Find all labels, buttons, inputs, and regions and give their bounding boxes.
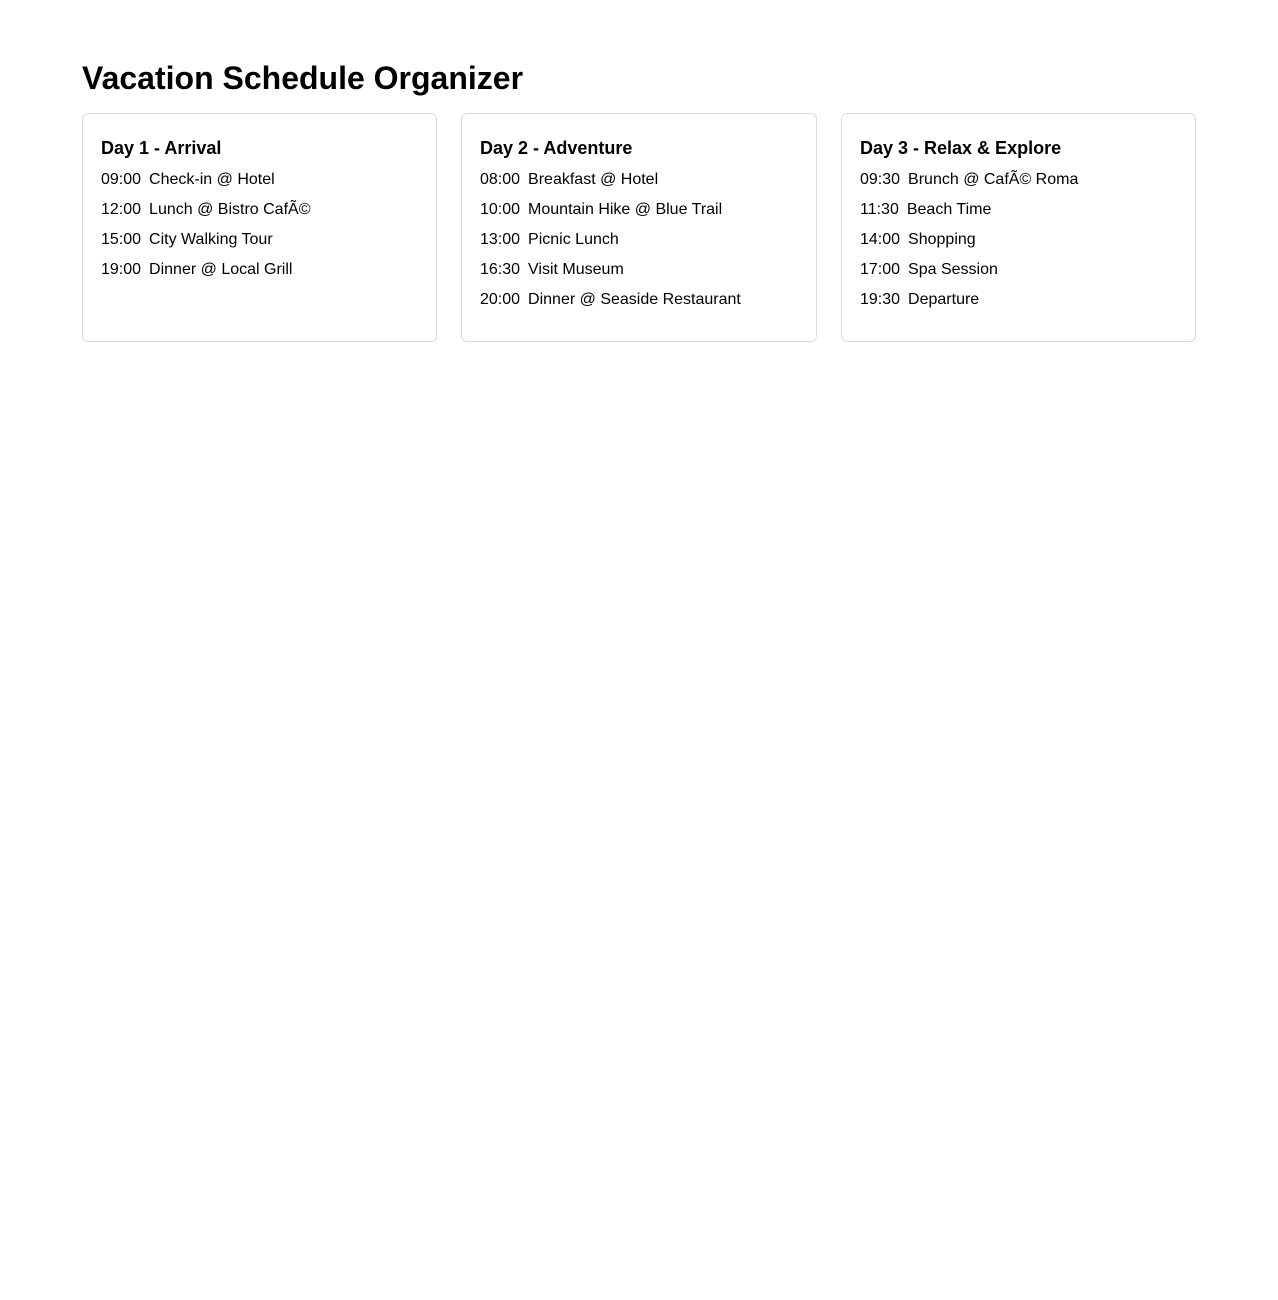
schedule-item xyxy=(480,170,798,200)
item-time: 08:00 xyxy=(480,171,521,188)
item-activity: City Walking Tour xyxy=(149,231,273,248)
schedule-item xyxy=(101,260,418,290)
item-time: 14:00 xyxy=(860,231,901,248)
item-time: 16:30 xyxy=(480,261,521,278)
item-time: 19:30 xyxy=(860,291,901,308)
item-time: 17:00 xyxy=(860,261,901,278)
item-time: 20:00 xyxy=(480,291,521,308)
item-time: 15:00 xyxy=(101,231,142,248)
schedule-item xyxy=(860,230,1177,260)
item-time: 10:00 xyxy=(480,201,521,218)
item-activity: Departure xyxy=(908,291,980,308)
item-activity: Dinner @ Local Grill xyxy=(149,261,293,278)
item-activity: Dinner @ Seaside Restaurant xyxy=(528,291,741,308)
schedule-item xyxy=(480,200,798,230)
item-activity: Visit Museum xyxy=(528,261,624,278)
schedule-item xyxy=(480,230,798,260)
item-activity: Spa Session xyxy=(908,261,998,278)
day-title: Day 2 - Adventure xyxy=(480,138,633,158)
schedule-item xyxy=(860,200,1177,230)
item-activity: Lunch @ Bistro CafÃ© xyxy=(149,201,311,218)
item-activity: Beach Time xyxy=(906,201,992,218)
schedule-item xyxy=(480,260,798,290)
item-time: 11:30 xyxy=(860,201,899,218)
schedule-item xyxy=(101,170,418,200)
schedule-item xyxy=(101,200,418,230)
schedule-item xyxy=(480,290,798,320)
item-time: 09:00 xyxy=(101,171,142,188)
item-time: 13:00 xyxy=(480,231,521,248)
page-title: Vacation Schedule Organizer xyxy=(82,60,524,96)
item-activity: Brunch @ CafÃ© Roma xyxy=(908,171,1079,188)
schedule-item xyxy=(860,260,1177,290)
schedule-item xyxy=(860,170,1177,200)
item-activity: Check-in @ Hotel xyxy=(149,171,275,188)
schedule-grid xyxy=(82,113,1196,342)
schedule-item xyxy=(860,290,1177,320)
day-title: Day 3 - Relax & Explore xyxy=(860,138,1062,158)
item-activity: Picnic Lunch xyxy=(528,231,619,248)
day-title: Day 1 - Arrival xyxy=(101,138,222,158)
item-time: 12:00 xyxy=(101,201,142,218)
schedule-item xyxy=(101,230,418,260)
item-time: 09:30 xyxy=(860,171,901,188)
item-activity: Breakfast @ Hotel xyxy=(528,171,659,188)
day-card-1 xyxy=(82,113,437,342)
day-card-2 xyxy=(461,113,817,342)
day-card-3 xyxy=(841,113,1196,342)
item-activity: Mountain Hike @ Blue Trail xyxy=(528,201,723,218)
item-activity: Shopping xyxy=(908,231,976,248)
item-time: 19:00 xyxy=(101,261,142,278)
